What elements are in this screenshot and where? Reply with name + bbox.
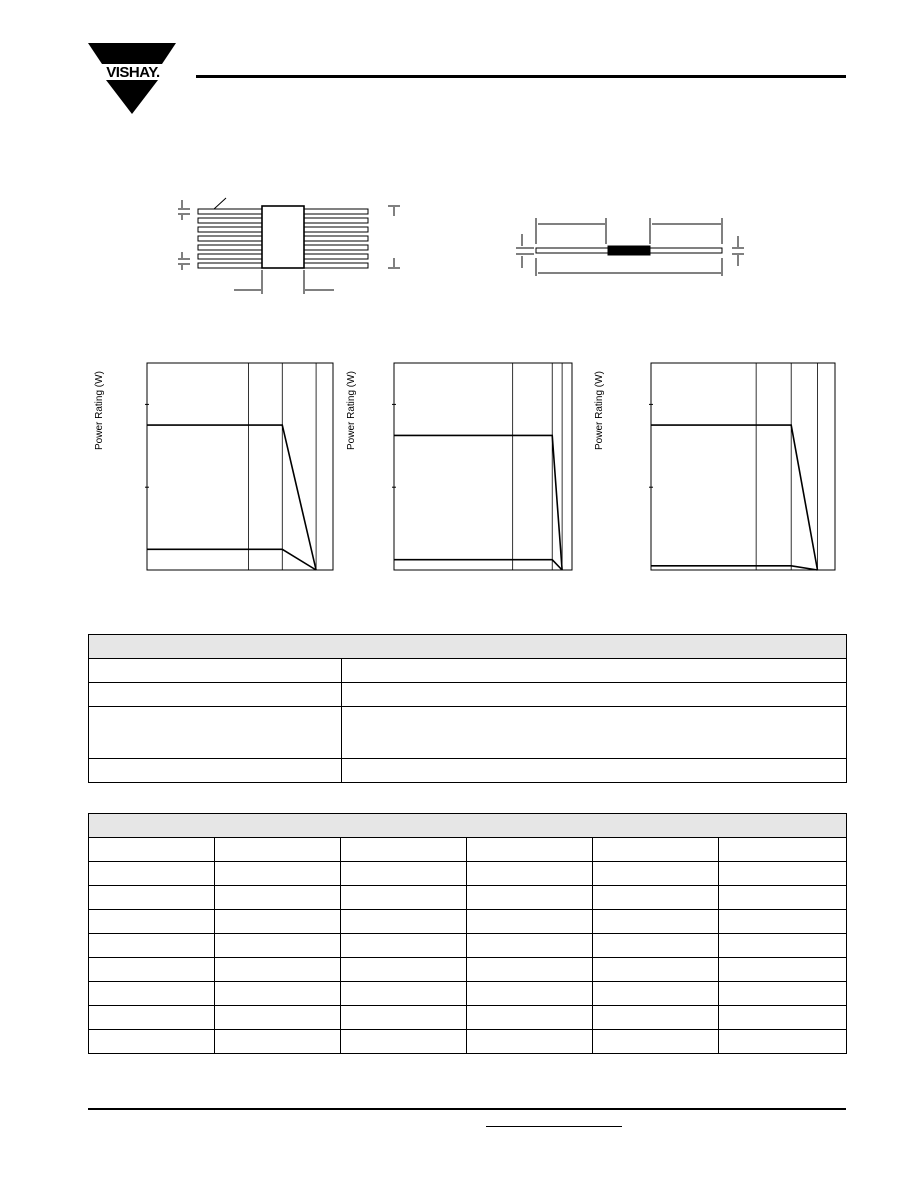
table-row: [89, 910, 847, 934]
series-line-1: [651, 425, 817, 570]
derating-chart-3: [645, 360, 840, 575]
specifications-table: [88, 634, 847, 783]
table-row: [89, 862, 847, 886]
derating-chart-2: [390, 360, 580, 575]
table-row: [89, 707, 847, 759]
table-row: [89, 1006, 847, 1030]
table-row: [89, 934, 847, 958]
table-row: [89, 759, 847, 783]
table-row: [89, 659, 847, 683]
chart-3-ylabel: Power Rating (W): [594, 371, 605, 450]
table-row: [89, 958, 847, 982]
plot-frame: [651, 363, 835, 570]
vishay-logo-text: VISHAY.: [106, 64, 160, 81]
values-table: [88, 813, 847, 1054]
plot-frame: [394, 363, 572, 570]
table-row: [89, 982, 847, 1006]
chart-1-ylabel: Power Rating (W): [94, 371, 105, 450]
series-line-2: [394, 560, 562, 570]
package-outline-diagram: [170, 190, 410, 300]
vishay-logo: [84, 40, 180, 116]
series-line-1: [394, 435, 562, 570]
footer-link-underline: [486, 1126, 622, 1127]
series-line-2: [651, 566, 817, 570]
series-line-1: [147, 425, 316, 570]
table-row: [89, 1030, 847, 1054]
plot-frame: [147, 363, 333, 570]
specifications-table-header: [89, 635, 847, 659]
derating-chart-1: [140, 360, 340, 575]
side-view-diagram: [510, 212, 750, 282]
series-line-2: [147, 549, 316, 570]
header-rule: [196, 75, 846, 78]
table-row: [89, 886, 847, 910]
table-row: [89, 838, 847, 862]
table-row: [89, 683, 847, 707]
chart-2-ylabel: Power Rating (W): [346, 371, 357, 450]
footer-rule: [88, 1108, 846, 1110]
values-table-header: [89, 814, 847, 838]
